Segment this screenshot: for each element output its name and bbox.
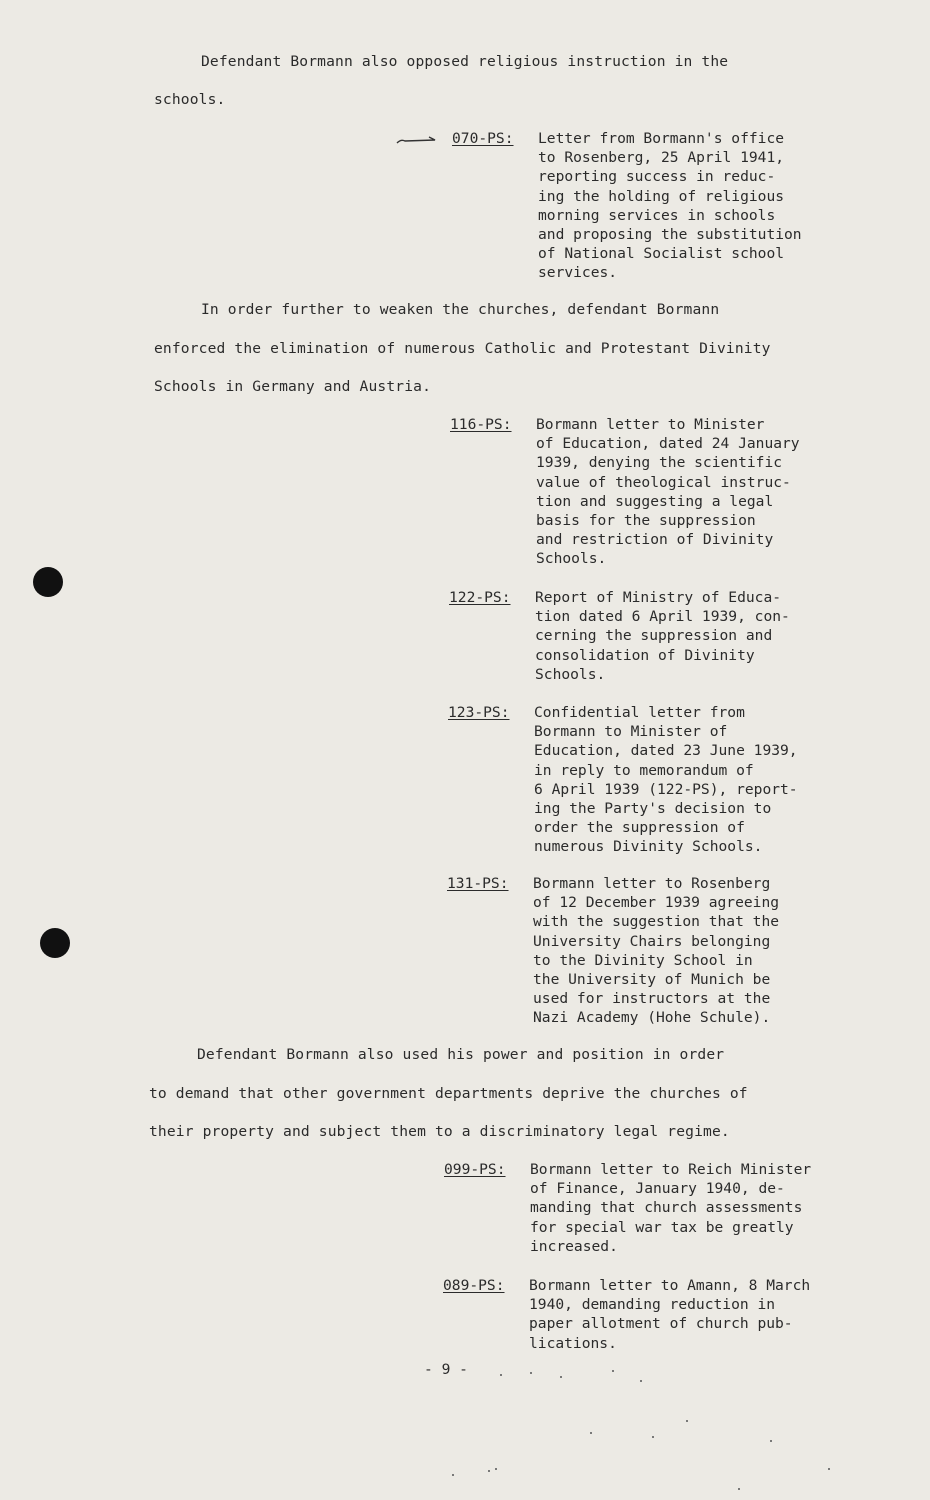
- exhibit-line: Schools.: [536, 550, 607, 568]
- divinity-paragraph-line-1: In order further to weaken the churches, defendant Bormann: [201, 301, 720, 318]
- exhibit-line: of 12 December 1939 agreeing: [533, 894, 780, 912]
- exhibit-ref: 089-PS:: [443, 1277, 505, 1294]
- exhibit-description: [529, 1276, 810, 1353]
- exhibit-line: Bormann letter to Rosenberg: [533, 875, 771, 892]
- exhibit-line: reporting success in reduc-: [538, 168, 776, 186]
- exhibit-line: to Rosenberg, 25 April 1941,: [538, 149, 785, 167]
- exhibit-line: of National Socialist school: [538, 245, 785, 263]
- exhibit-line: the University of Munich be: [533, 971, 771, 989]
- scan-speck: [500, 1374, 502, 1376]
- exhibit-line: value of theological instruc-: [536, 473, 791, 491]
- exhibit-line: order the suppression of: [534, 819, 745, 837]
- handwritten-tick-mark: [395, 136, 439, 146]
- exhibit-line: Letter from Bormann's office: [538, 130, 785, 147]
- scan-speck: [495, 1468, 497, 1470]
- exhibit-description: [533, 874, 779, 1028]
- property-paragraph-line-2: to demand that other government departments deprive the churches of: [149, 1085, 748, 1102]
- exhibit-line: Nazi Academy (Hohe Schule).: [533, 1009, 771, 1027]
- exhibit-line: services.: [538, 264, 618, 282]
- scan-speck: [612, 1370, 614, 1372]
- scan-speck: [828, 1468, 830, 1470]
- exhibit-line: ing the Party's decision to: [534, 800, 772, 818]
- exhibit-line: and restriction of Divinity: [536, 531, 774, 549]
- exhibit-line: used for instructors at the: [533, 990, 771, 1008]
- punch-hole-lower: [40, 928, 70, 958]
- exhibit-line: manding that church assessments: [530, 1199, 803, 1217]
- exhibit-line: with the suggestion that the: [533, 913, 780, 931]
- intro-line-1: Defendant Bormann also opposed religious instruction in the: [201, 53, 729, 70]
- exhibit-line: for special war tax be greatly: [530, 1218, 794, 1236]
- scan-speck: [452, 1474, 454, 1476]
- exhibit-line: Bormann letter to Minister: [536, 416, 765, 433]
- intro-line-2: schools.: [154, 91, 226, 108]
- exhibit-ref: 131-PS:: [447, 875, 509, 892]
- exhibit-ref: 070-PS:: [452, 130, 514, 147]
- exhibit-line: Bormann letter to Reich Minister: [530, 1161, 812, 1178]
- exhibit-ref: 122-PS:: [449, 589, 511, 606]
- exhibit-line: Confidential letter from: [534, 704, 745, 721]
- scan-speck: [640, 1380, 642, 1382]
- scan-speck: [686, 1420, 688, 1422]
- exhibit-ref: 099-PS:: [444, 1161, 506, 1178]
- exhibit-description: [530, 1160, 811, 1256]
- scan-speck: [560, 1376, 562, 1378]
- exhibit-line: 1940, demanding reduction in: [529, 1296, 776, 1314]
- exhibit-line: in reply to memorandum of: [534, 761, 754, 779]
- exhibit-line: 1939, denying the scientific: [536, 454, 783, 472]
- exhibit-line: paper allotment of church pub-: [529, 1315, 793, 1333]
- scan-speck: [530, 1372, 532, 1374]
- page-number: - 9 -: [424, 1361, 468, 1378]
- exhibit-line: numerous Divinity Schools.: [534, 838, 763, 856]
- exhibit-line: 6 April 1939 (122-PS), report-: [534, 780, 798, 798]
- exhibit-line: lications.: [529, 1334, 617, 1352]
- property-paragraph-line-1: Defendant Bormann also used his power and position in order: [197, 1046, 725, 1063]
- exhibit-description: [536, 415, 800, 569]
- exhibit-line: and proposing the substitution: [538, 226, 802, 244]
- scan-speck: [738, 1488, 740, 1490]
- punch-hole-upper: [33, 567, 63, 597]
- scan-speck: [652, 1436, 654, 1438]
- exhibit-line: Report of Ministry of Educa-: [535, 589, 782, 606]
- exhibit-line: basis for the suppression: [536, 512, 756, 530]
- exhibit-line: cerning the suppression and: [535, 627, 773, 645]
- exhibit-line: of Education, dated 24 January: [536, 435, 800, 453]
- exhibit-ref: 123-PS:: [448, 704, 510, 721]
- exhibit-line: University Chairs belonging: [533, 932, 771, 950]
- exhibit-line: of Finance, January 1940, de-: [530, 1180, 785, 1198]
- exhibit-line: increased.: [530, 1237, 618, 1255]
- scan-speck: [590, 1432, 592, 1434]
- exhibit-line: Bormann letter to Amann, 8 March: [529, 1277, 811, 1294]
- exhibit-line: tion and suggesting a legal: [536, 492, 774, 510]
- property-paragraph-line-3: their property and subject them to a discriminatory legal regime.: [149, 1123, 730, 1140]
- divinity-paragraph-line-2: enforced the elimination of numerous Catholic and Protestant Divinity: [154, 340, 771, 357]
- divinity-paragraph-line-3: Schools in Germany and Austria.: [154, 378, 432, 395]
- exhibit-line: ing the holding of religious: [538, 187, 785, 205]
- exhibit-line: tion dated 6 April 1939, con-: [535, 608, 790, 626]
- exhibit-line: Schools.: [535, 665, 606, 683]
- scan-speck: [488, 1470, 490, 1472]
- scan-speck: [770, 1440, 772, 1442]
- exhibit-ref: 116-PS:: [450, 416, 512, 433]
- exhibit-line: morning services in schools: [538, 206, 776, 224]
- exhibit-line: to the Divinity School in: [533, 951, 753, 969]
- exhibit-description: [535, 588, 790, 684]
- exhibit-line: Education, dated 23 June 1939,: [534, 742, 798, 760]
- exhibit-line: Bormann to Minister of: [534, 723, 728, 741]
- exhibit-description: [538, 129, 802, 283]
- exhibit-line: consolidation of Divinity: [535, 646, 755, 664]
- exhibit-description: [534, 703, 798, 857]
